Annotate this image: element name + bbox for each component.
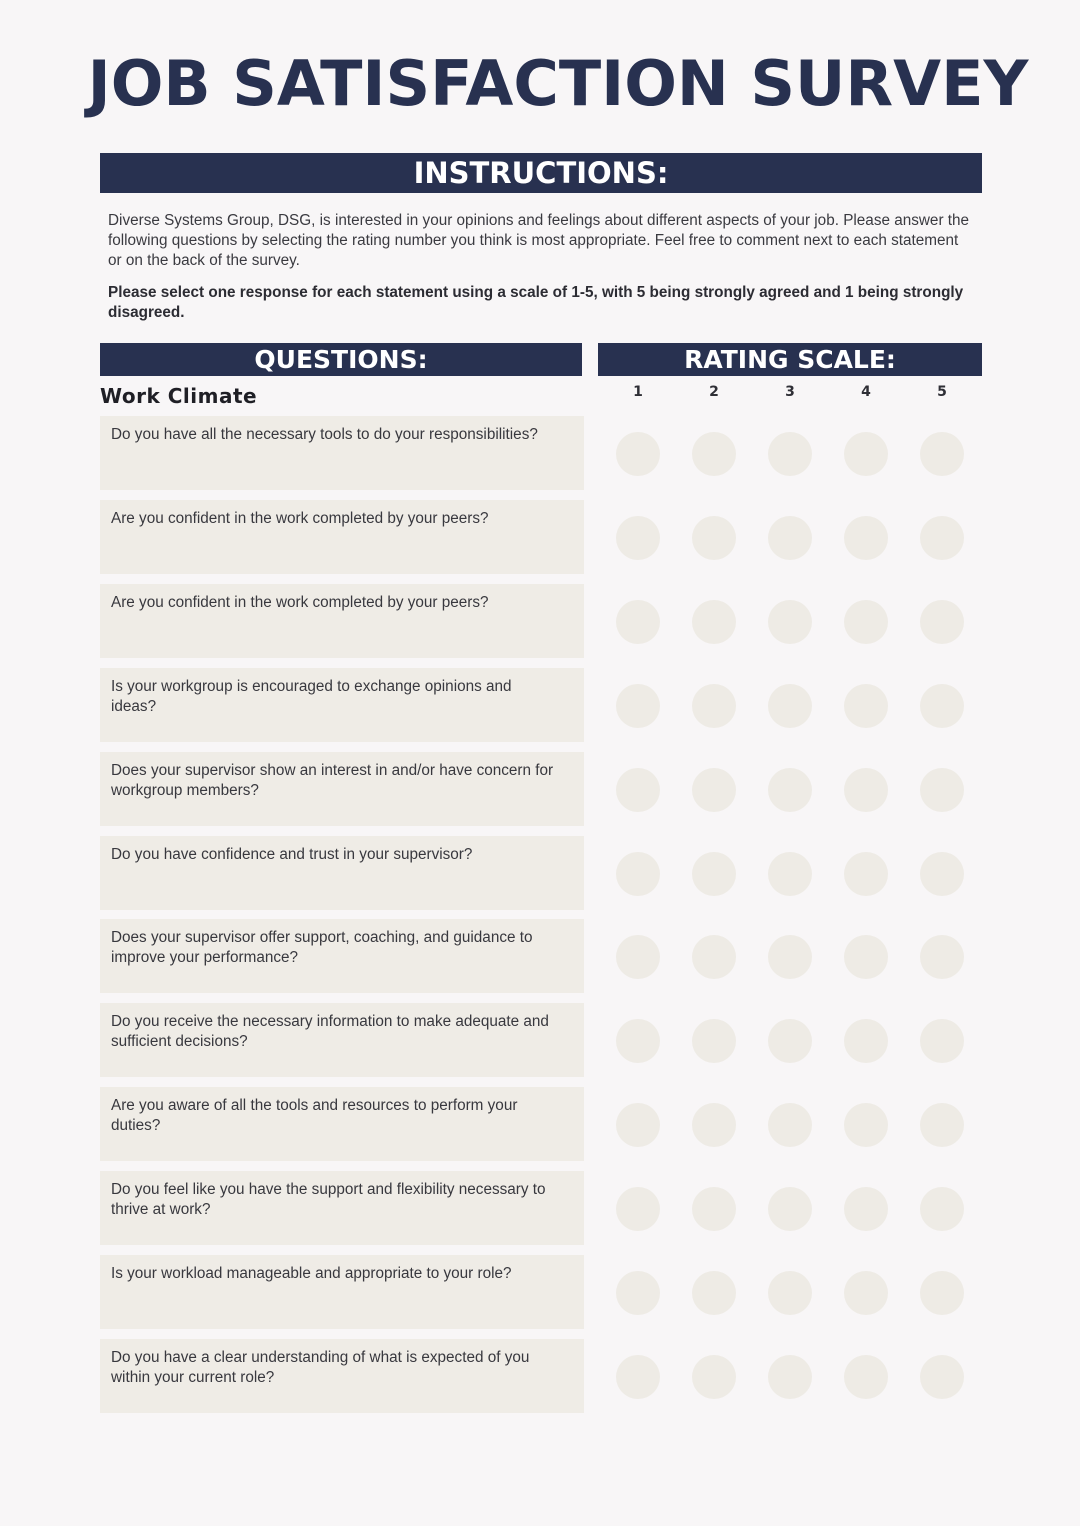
rating-option-2[interactable] — [692, 684, 736, 728]
rating-option-2[interactable] — [692, 432, 736, 476]
questions-heading: QUESTIONS: — [100, 343, 582, 376]
rating-option-2[interactable] — [692, 516, 736, 560]
rating-option-5[interactable] — [920, 432, 964, 476]
section-title: Work Climate — [100, 384, 258, 408]
rating-option-4[interactable] — [844, 935, 888, 979]
rating-option-2[interactable] — [692, 1355, 736, 1399]
rating-option-3[interactable] — [768, 1019, 812, 1063]
rating-option-3[interactable] — [768, 516, 812, 560]
scale-number-4: 4 — [861, 384, 871, 400]
rating-option-1[interactable] — [616, 935, 660, 979]
rating-option-4[interactable] — [844, 1019, 888, 1063]
rating-option-4[interactable] — [844, 600, 888, 644]
rating-option-1[interactable] — [616, 432, 660, 476]
rating-option-5[interactable] — [920, 768, 964, 812]
question-text: Are you confident in the work completed by your peers? — [100, 584, 584, 658]
rating-option-3[interactable] — [768, 1271, 812, 1315]
rating-option-3[interactable] — [768, 432, 812, 476]
rating-option-4[interactable] — [844, 432, 888, 476]
rating-option-1[interactable] — [616, 1355, 660, 1399]
rating-option-3[interactable] — [768, 1103, 812, 1147]
question-text: Do you feel like you have the support and flexibility necessary to thrive at work? — [100, 1171, 584, 1245]
rating-option-3[interactable] — [768, 684, 812, 728]
rating-option-5[interactable] — [920, 852, 964, 896]
rating-option-5[interactable] — [920, 935, 964, 979]
rating-option-2[interactable] — [692, 768, 736, 812]
scale-number-1: 1 — [633, 384, 643, 400]
rating-option-5[interactable] — [920, 684, 964, 728]
rating-option-4[interactable] — [844, 516, 888, 560]
rating-option-2[interactable] — [692, 1187, 736, 1231]
scale-number-5: 5 — [937, 384, 947, 400]
question-text: Does your supervisor show an interest in and/or have concern for workgroup members? — [100, 752, 584, 826]
question-text: Do you have confidence and trust in your supervisor? — [100, 836, 584, 910]
rating-option-4[interactable] — [844, 1355, 888, 1399]
rating-option-1[interactable] — [616, 1103, 660, 1147]
rating-option-5[interactable] — [920, 1187, 964, 1231]
rating-option-3[interactable] — [768, 768, 812, 812]
rating-option-1[interactable] — [616, 516, 660, 560]
rating-option-5[interactable] — [920, 1019, 964, 1063]
question-text: Is your workload manageable and appropriate to your role? — [100, 1255, 584, 1329]
question-text: Do you have all the necessary tools to do your responsibilities? — [100, 416, 584, 490]
rating-option-3[interactable] — [768, 1355, 812, 1399]
rating-option-4[interactable] — [844, 1271, 888, 1315]
rating-option-2[interactable] — [692, 600, 736, 644]
rating-option-1[interactable] — [616, 1187, 660, 1231]
question-text: Does your supervisor offer support, coaching, and guidance to improve your performance? — [100, 919, 584, 993]
question-text: Is your workgroup is encouraged to exchange opinions and ideas? — [100, 668, 584, 742]
question-text: Are you aware of all the tools and resources to perform your duties? — [100, 1087, 584, 1161]
rating-option-1[interactable] — [616, 852, 660, 896]
question-text: Do you receive the necessary information to make adequate and sufficient decisions? — [100, 1003, 584, 1077]
rating-scale-heading: RATING SCALE: — [598, 343, 982, 376]
instructions-note: Please select one response for each statement using a scale of 1-5, with 5 being strongly agreed and 1 being strongly disagreed. — [108, 284, 964, 321]
rating-option-1[interactable] — [616, 1271, 660, 1315]
instructions-heading: INSTRUCTIONS: — [100, 153, 982, 193]
rating-option-4[interactable] — [844, 684, 888, 728]
rating-option-5[interactable] — [920, 600, 964, 644]
rating-option-2[interactable] — [692, 935, 736, 979]
rating-option-4[interactable] — [844, 852, 888, 896]
rating-option-2[interactable] — [692, 1271, 736, 1315]
rating-option-1[interactable] — [616, 1019, 660, 1063]
rating-option-1[interactable] — [616, 684, 660, 728]
rating-option-3[interactable] — [768, 600, 812, 644]
survey-title: JOB SATISFACTION SURVEY — [87, 47, 1029, 120]
rating-option-1[interactable] — [616, 768, 660, 812]
rating-option-2[interactable] — [692, 852, 736, 896]
rating-option-3[interactable] — [768, 935, 812, 979]
scale-number-3: 3 — [785, 384, 795, 400]
rating-option-2[interactable] — [692, 1019, 736, 1063]
rating-option-3[interactable] — [768, 852, 812, 896]
scale-number-2: 2 — [709, 384, 719, 400]
rating-option-5[interactable] — [920, 516, 964, 560]
rating-option-4[interactable] — [844, 1103, 888, 1147]
question-text: Do you have a clear understanding of what is expected of you within your current role? — [100, 1339, 584, 1413]
rating-option-5[interactable] — [920, 1103, 964, 1147]
rating-option-2[interactable] — [692, 1103, 736, 1147]
instructions-paragraph: Diverse Systems Group, DSG, is interested in your opinions and feelings about different aspects of your job. Please answer the following questions by selecting the rating number you think is most appropriate. Feel free to comment next to each statement or on the back of the survey. — [108, 212, 970, 269]
rating-option-1[interactable] — [616, 600, 660, 644]
rating-option-4[interactable] — [844, 1187, 888, 1231]
rating-option-5[interactable] — [920, 1355, 964, 1399]
rating-option-3[interactable] — [768, 1187, 812, 1231]
rating-option-5[interactable] — [920, 1271, 964, 1315]
question-text: Are you confident in the work completed by your peers? — [100, 500, 584, 574]
rating-option-4[interactable] — [844, 768, 888, 812]
